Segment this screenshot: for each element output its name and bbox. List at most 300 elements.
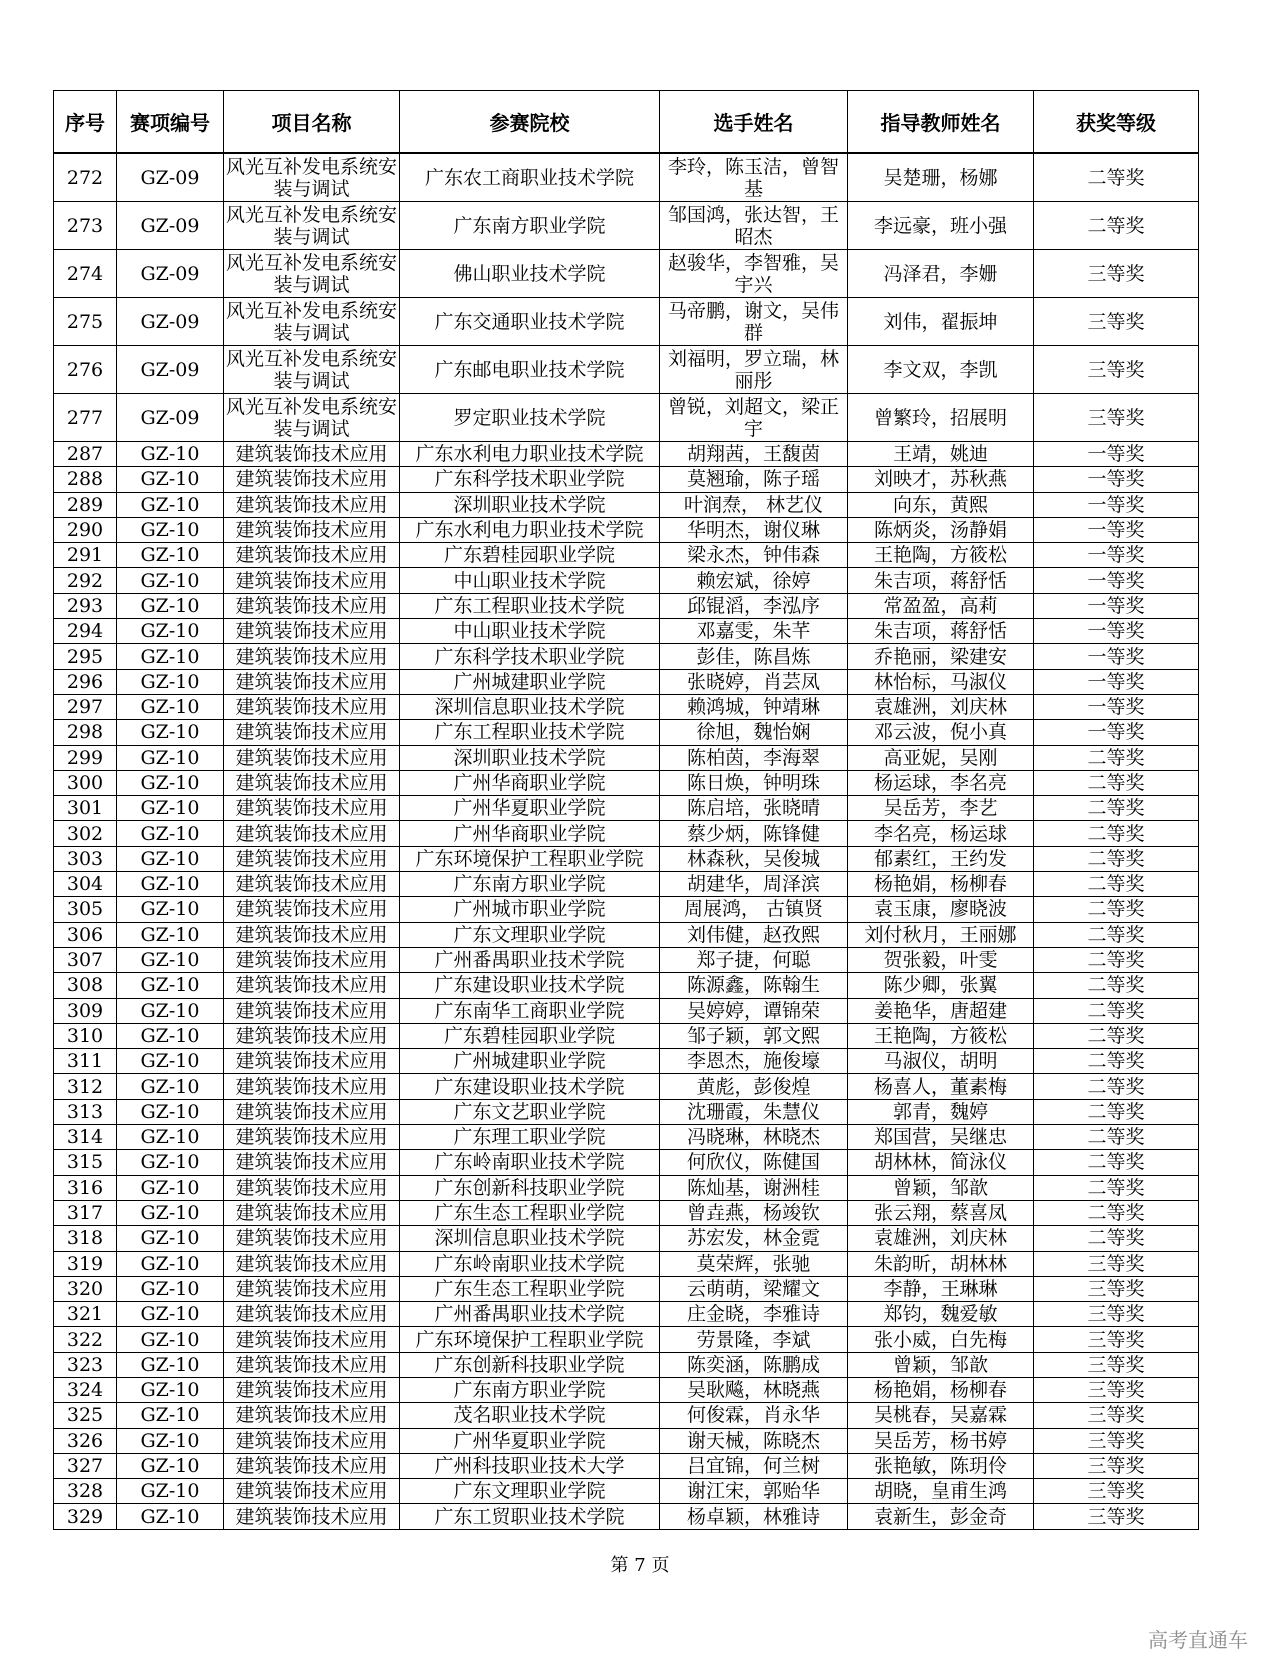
cell-school: 广东环境保护工程职业学院 bbox=[400, 1327, 660, 1352]
table-row bbox=[54, 1251, 1199, 1276]
cell-contestants: 杨卓颖，林雅诗 bbox=[660, 1504, 848, 1529]
cell-index: 307 bbox=[54, 947, 117, 972]
cell-event-code: GZ-10 bbox=[117, 846, 224, 871]
table-row bbox=[54, 394, 1199, 442]
table-header-row bbox=[54, 91, 1199, 154]
table-row bbox=[54, 1403, 1199, 1428]
cell-contestants: 刘伟健，赵孜熙 bbox=[660, 922, 848, 947]
cell-index: 294 bbox=[54, 619, 117, 644]
cell-index: 293 bbox=[54, 593, 117, 618]
table-row bbox=[54, 1428, 1199, 1453]
table-row bbox=[54, 947, 1199, 972]
cell-index: 295 bbox=[54, 644, 117, 669]
header-event-code: 赛项编号 bbox=[117, 91, 224, 154]
cell-event-code: GZ-10 bbox=[117, 770, 224, 795]
cell-index: 292 bbox=[54, 568, 117, 593]
table-row bbox=[54, 153, 1199, 202]
cell-event-code: GZ-09 bbox=[117, 298, 224, 346]
cell-project-name: 建筑装饰技术应用 bbox=[224, 1453, 400, 1478]
cell-project-name: 建筑装饰技术应用 bbox=[224, 442, 400, 467]
cell-instructors: 张艳敏，陈玥伶 bbox=[848, 1453, 1034, 1478]
cell-project-name: 建筑装饰技术应用 bbox=[224, 543, 400, 568]
cell-project-name: 建筑装饰技术应用 bbox=[224, 1352, 400, 1377]
cell-school: 广州城市职业学院 bbox=[400, 897, 660, 922]
cell-contestants: 莫翘瑜，陈子瑶 bbox=[660, 467, 848, 492]
cell-instructors: 林怡标，马淑仪 bbox=[848, 669, 1034, 694]
cell-project-name: 建筑装饰技术应用 bbox=[224, 1150, 400, 1175]
cell-contestants: 张晓婷，肖芸凤 bbox=[660, 669, 848, 694]
award-table bbox=[53, 90, 1199, 1530]
cell-award-level: 二等奖 bbox=[1034, 796, 1199, 821]
table-row bbox=[54, 543, 1199, 568]
table-row bbox=[54, 593, 1199, 618]
table-row bbox=[54, 770, 1199, 795]
cell-school: 广州城建职业学院 bbox=[400, 1049, 660, 1074]
cell-contestants: 蔡少炳，陈锋健 bbox=[660, 821, 848, 846]
cell-instructors: 郁素红，王约发 bbox=[848, 846, 1034, 871]
cell-instructors: 朱吉项，蒋舒恬 bbox=[848, 619, 1034, 644]
cell-school: 茂名职业技术学院 bbox=[400, 1403, 660, 1428]
cell-project-name: 建筑装饰技术应用 bbox=[224, 1504, 400, 1529]
cell-award-level: 二等奖 bbox=[1034, 1226, 1199, 1251]
cell-instructors: 张小威，白先梅 bbox=[848, 1327, 1034, 1352]
cell-award-level: 三等奖 bbox=[1034, 1453, 1199, 1478]
cell-instructors: 吴岳芳，杨书婷 bbox=[848, 1428, 1034, 1453]
cell-instructors: 贺张毅，叶雯 bbox=[848, 947, 1034, 972]
cell-index: 273 bbox=[54, 202, 117, 250]
cell-project-name: 建筑装饰技术应用 bbox=[224, 1049, 400, 1074]
cell-award-level: 二等奖 bbox=[1034, 1049, 1199, 1074]
cell-project-name: 建筑装饰技术应用 bbox=[224, 1226, 400, 1251]
cell-contestants: 陈日焕，钟明珠 bbox=[660, 770, 848, 795]
table-row bbox=[54, 250, 1199, 298]
table-row bbox=[54, 1504, 1199, 1529]
cell-index: 289 bbox=[54, 492, 117, 517]
cell-project-name: 建筑装饰技术应用 bbox=[224, 568, 400, 593]
cell-instructors: 王艳陶，方筱松 bbox=[848, 1023, 1034, 1048]
cell-contestants: 胡建华，周泽滨 bbox=[660, 872, 848, 897]
cell-instructors: 杨运球，李名亮 bbox=[848, 770, 1034, 795]
cell-event-code: GZ-10 bbox=[117, 1428, 224, 1453]
cell-award-level: 二等奖 bbox=[1034, 1074, 1199, 1099]
table-row bbox=[54, 745, 1199, 770]
cell-award-level: 二等奖 bbox=[1034, 745, 1199, 770]
cell-event-code: GZ-09 bbox=[117, 394, 224, 442]
cell-index: 306 bbox=[54, 922, 117, 947]
cell-instructors: 李远豪，班小强 bbox=[848, 202, 1034, 250]
cell-contestants: 陈奕涵，陈鹏成 bbox=[660, 1352, 848, 1377]
table-row bbox=[54, 846, 1199, 871]
cell-index: 304 bbox=[54, 872, 117, 897]
cell-instructors: 吴桃春，吴嘉霖 bbox=[848, 1403, 1034, 1428]
cell-school: 广东文理职业学院 bbox=[400, 922, 660, 947]
table-row bbox=[54, 973, 1199, 998]
cell-event-code: GZ-10 bbox=[117, 1074, 224, 1099]
cell-event-code: GZ-10 bbox=[117, 922, 224, 947]
cell-instructors: 陈炳炎，汤静娟 bbox=[848, 517, 1034, 542]
cell-project-name: 建筑装饰技术应用 bbox=[224, 1403, 400, 1428]
cell-project-name: 建筑装饰技术应用 bbox=[224, 619, 400, 644]
cell-contestants: 云萌萌，梁耀文 bbox=[660, 1276, 848, 1301]
cell-instructors: 曾颖，邹歆 bbox=[848, 1352, 1034, 1377]
cell-contestants: 陈启培，张晓晴 bbox=[660, 796, 848, 821]
cell-event-code: GZ-10 bbox=[117, 467, 224, 492]
cell-project-name: 建筑装饰技术应用 bbox=[224, 1099, 400, 1124]
cell-event-code: GZ-10 bbox=[117, 1479, 224, 1504]
cell-award-level: 二等奖 bbox=[1034, 1200, 1199, 1225]
cell-event-code: GZ-10 bbox=[117, 1150, 224, 1175]
cell-project-name: 建筑装饰技术应用 bbox=[224, 1327, 400, 1352]
cell-award-level: 一等奖 bbox=[1034, 568, 1199, 593]
cell-contestants: 庄金晓，李雅诗 bbox=[660, 1302, 848, 1327]
cell-instructors: 袁玉康，廖晓波 bbox=[848, 897, 1034, 922]
cell-event-code: GZ-10 bbox=[117, 872, 224, 897]
cell-event-code: GZ-10 bbox=[117, 1200, 224, 1225]
table-row bbox=[54, 298, 1199, 346]
cell-index: 322 bbox=[54, 1327, 117, 1352]
cell-award-level: 一等奖 bbox=[1034, 694, 1199, 719]
cell-contestants: 陈源鑫，陈翰生 bbox=[660, 973, 848, 998]
cell-contestants: 苏宏发，林金霓 bbox=[660, 1226, 848, 1251]
table-row bbox=[54, 1200, 1199, 1225]
cell-contestants: 陈灿基，谢洲桂 bbox=[660, 1175, 848, 1200]
table-row bbox=[54, 1453, 1199, 1478]
cell-event-code: GZ-10 bbox=[117, 694, 224, 719]
cell-school: 广东水利电力职业技术学院 bbox=[400, 517, 660, 542]
cell-event-code: GZ-10 bbox=[117, 1504, 224, 1529]
cell-event-code: GZ-10 bbox=[117, 619, 224, 644]
cell-instructors: 朱韵昕，胡林林 bbox=[848, 1251, 1034, 1276]
cell-school: 广东生态工程职业学院 bbox=[400, 1200, 660, 1225]
cell-award-level: 一等奖 bbox=[1034, 517, 1199, 542]
cell-project-name: 建筑装饰技术应用 bbox=[224, 467, 400, 492]
cell-contestants: 曾锐，刘超文，梁正宇 bbox=[660, 394, 848, 442]
cell-award-level: 二等奖 bbox=[1034, 1099, 1199, 1124]
cell-instructors: 王艳陶，方筱松 bbox=[848, 543, 1034, 568]
cell-index: 300 bbox=[54, 770, 117, 795]
cell-contestants: 郑子捷，何聪 bbox=[660, 947, 848, 972]
cell-project-name: 建筑装饰技术应用 bbox=[224, 492, 400, 517]
header-index: 序号 bbox=[54, 91, 117, 154]
cell-award-level: 一等奖 bbox=[1034, 669, 1199, 694]
cell-school: 深圳职业技术学院 bbox=[400, 492, 660, 517]
cell-index: 290 bbox=[54, 517, 117, 542]
cell-index: 310 bbox=[54, 1023, 117, 1048]
table-row bbox=[54, 1377, 1199, 1402]
cell-contestants: 刘福明，罗立瑞，林丽彤 bbox=[660, 346, 848, 394]
cell-instructors: 高亚妮，吴刚 bbox=[848, 745, 1034, 770]
cell-event-code: GZ-10 bbox=[117, 745, 224, 770]
cell-project-name: 风光互补发电系统安装与调试 bbox=[224, 298, 400, 346]
cell-instructors: 郑国营，吴继忠 bbox=[848, 1125, 1034, 1150]
table-row bbox=[54, 821, 1199, 846]
cell-event-code: GZ-10 bbox=[117, 1352, 224, 1377]
table-row bbox=[54, 346, 1199, 394]
cell-instructors: 邓云波，倪小真 bbox=[848, 720, 1034, 745]
cell-event-code: GZ-10 bbox=[117, 1453, 224, 1478]
cell-project-name: 建筑装饰技术应用 bbox=[224, 1251, 400, 1276]
cell-index: 325 bbox=[54, 1403, 117, 1428]
cell-index: 317 bbox=[54, 1200, 117, 1225]
cell-school: 佛山职业技术学院 bbox=[400, 250, 660, 298]
cell-school: 广东环境保护工程职业学院 bbox=[400, 846, 660, 871]
cell-award-level: 三等奖 bbox=[1034, 1377, 1199, 1402]
cell-instructors: 李名亮，杨运球 bbox=[848, 821, 1034, 846]
cell-award-level: 三等奖 bbox=[1034, 346, 1199, 394]
table-row bbox=[54, 1479, 1199, 1504]
cell-contestants: 赖鸿城，钟靖琳 bbox=[660, 694, 848, 719]
cell-school: 广东南华工商职业学院 bbox=[400, 998, 660, 1023]
cell-award-level: 三等奖 bbox=[1034, 298, 1199, 346]
cell-award-level: 二等奖 bbox=[1034, 998, 1199, 1023]
cell-contestants: 劳景隆，李斌 bbox=[660, 1327, 848, 1352]
cell-award-level: 三等奖 bbox=[1034, 1352, 1199, 1377]
cell-contestants: 吴婷婷，谭锦荣 bbox=[660, 998, 848, 1023]
cell-project-name: 建筑装饰技术应用 bbox=[224, 745, 400, 770]
cell-project-name: 建筑装饰技术应用 bbox=[224, 1428, 400, 1453]
cell-project-name: 建筑装饰技术应用 bbox=[224, 796, 400, 821]
cell-school: 广东建设职业技术学院 bbox=[400, 973, 660, 998]
cell-school: 广州城建职业学院 bbox=[400, 669, 660, 694]
cell-project-name: 风光互补发电系统安装与调试 bbox=[224, 153, 400, 202]
cell-instructors: 袁雄洲，刘庆林 bbox=[848, 694, 1034, 719]
cell-project-name: 建筑装饰技术应用 bbox=[224, 1200, 400, 1225]
cell-project-name: 建筑装饰技术应用 bbox=[224, 1175, 400, 1200]
cell-contestants: 莫荣辉，张驰 bbox=[660, 1251, 848, 1276]
cell-index: 315 bbox=[54, 1150, 117, 1175]
cell-instructors: 郑钧，魏爱敏 bbox=[848, 1302, 1034, 1327]
cell-award-level: 三等奖 bbox=[1034, 1504, 1199, 1529]
cell-school: 广州华商职业学院 bbox=[400, 770, 660, 795]
cell-index: 296 bbox=[54, 669, 117, 694]
cell-award-level: 二等奖 bbox=[1034, 1125, 1199, 1150]
table-row bbox=[54, 1327, 1199, 1352]
cell-index: 299 bbox=[54, 745, 117, 770]
header-instructors: 指导教师姓名 bbox=[848, 91, 1034, 154]
cell-event-code: GZ-09 bbox=[117, 202, 224, 250]
cell-event-code: GZ-10 bbox=[117, 1099, 224, 1124]
table-row bbox=[54, 202, 1199, 250]
cell-school: 广东邮电职业技术学院 bbox=[400, 346, 660, 394]
cell-event-code: GZ-10 bbox=[117, 1251, 224, 1276]
cell-project-name: 风光互补发电系统安装与调试 bbox=[224, 394, 400, 442]
cell-school: 广东生态工程职业学院 bbox=[400, 1276, 660, 1301]
cell-award-level: 二等奖 bbox=[1034, 1175, 1199, 1200]
table-row bbox=[54, 1352, 1199, 1377]
cell-instructors: 常盈盈，高莉 bbox=[848, 593, 1034, 618]
cell-contestants: 胡翔茜，王馥茵 bbox=[660, 442, 848, 467]
cell-index: 305 bbox=[54, 897, 117, 922]
cell-contestants: 赖宏斌，徐婷 bbox=[660, 568, 848, 593]
cell-instructors: 刘伟，翟振坤 bbox=[848, 298, 1034, 346]
cell-award-level: 一等奖 bbox=[1034, 492, 1199, 517]
cell-index: 324 bbox=[54, 1377, 117, 1402]
table-row bbox=[54, 872, 1199, 897]
cell-event-code: GZ-10 bbox=[117, 1403, 224, 1428]
cell-event-code: GZ-10 bbox=[117, 1327, 224, 1352]
cell-project-name: 建筑装饰技术应用 bbox=[224, 1125, 400, 1150]
cell-project-name: 建筑装饰技术应用 bbox=[224, 517, 400, 542]
cell-index: 275 bbox=[54, 298, 117, 346]
cell-school: 广东科学技术职业学院 bbox=[400, 467, 660, 492]
cell-instructors: 袁新生，彭金奇 bbox=[848, 1504, 1034, 1529]
cell-school: 广州科技职业技术大学 bbox=[400, 1453, 660, 1478]
cell-event-code: GZ-10 bbox=[117, 568, 224, 593]
cell-index: 311 bbox=[54, 1049, 117, 1074]
cell-event-code: GZ-10 bbox=[117, 821, 224, 846]
cell-contestants: 李恩杰，施俊壕 bbox=[660, 1049, 848, 1074]
header-project-name: 项目名称 bbox=[224, 91, 400, 154]
cell-instructors: 刘付秋月，王丽娜 bbox=[848, 922, 1034, 947]
cell-instructors: 陈少卿，张翼 bbox=[848, 973, 1034, 998]
cell-instructors: 冯泽君，李姗 bbox=[848, 250, 1034, 298]
cell-school: 广东碧桂园职业学院 bbox=[400, 543, 660, 568]
cell-contestants: 谢天械，陈晓杰 bbox=[660, 1428, 848, 1453]
cell-instructors: 马淑仪，胡明 bbox=[848, 1049, 1034, 1074]
cell-index: 298 bbox=[54, 720, 117, 745]
cell-instructors: 吴岳芳，李艺 bbox=[848, 796, 1034, 821]
page-number: 第 7 页 bbox=[610, 1555, 670, 1576]
cell-project-name: 风光互补发电系统安装与调试 bbox=[224, 250, 400, 298]
cell-contestants: 冯晓琳，林晓杰 bbox=[660, 1125, 848, 1150]
cell-award-level: 三等奖 bbox=[1034, 1302, 1199, 1327]
cell-award-level: 一等奖 bbox=[1034, 467, 1199, 492]
cell-index: 288 bbox=[54, 467, 117, 492]
cell-school: 广东工程职业技术学院 bbox=[400, 720, 660, 745]
cell-project-name: 建筑装饰技术应用 bbox=[224, 1074, 400, 1099]
cell-school: 广州番禺职业技术学院 bbox=[400, 947, 660, 972]
cell-award-level: 二等奖 bbox=[1034, 153, 1199, 202]
cell-project-name: 建筑装饰技术应用 bbox=[224, 998, 400, 1023]
cell-event-code: GZ-10 bbox=[117, 1276, 224, 1301]
cell-project-name: 建筑装饰技术应用 bbox=[224, 846, 400, 871]
cell-project-name: 建筑装饰技术应用 bbox=[224, 694, 400, 719]
cell-school: 广东建设职业技术学院 bbox=[400, 1074, 660, 1099]
cell-index: 303 bbox=[54, 846, 117, 871]
cell-contestants: 何俊霖，肖永华 bbox=[660, 1403, 848, 1428]
cell-school: 广东水利电力职业技术学院 bbox=[400, 442, 660, 467]
cell-contestants: 曾垚燕，杨竣钦 bbox=[660, 1200, 848, 1225]
cell-project-name: 风光互补发电系统安装与调试 bbox=[224, 346, 400, 394]
cell-index: 287 bbox=[54, 442, 117, 467]
cell-instructors: 曾颖，邹歆 bbox=[848, 1175, 1034, 1200]
cell-award-level: 三等奖 bbox=[1034, 1251, 1199, 1276]
cell-index: 309 bbox=[54, 998, 117, 1023]
cell-award-level: 三等奖 bbox=[1034, 1428, 1199, 1453]
cell-contestants: 邓嘉雯，朱芊 bbox=[660, 619, 848, 644]
cell-award-level: 三等奖 bbox=[1034, 1479, 1199, 1504]
cell-school: 中山职业技术学院 bbox=[400, 619, 660, 644]
cell-project-name: 建筑装饰技术应用 bbox=[224, 1302, 400, 1327]
cell-contestants: 赵骏华，李智雅，吴宇兴 bbox=[660, 250, 848, 298]
header-contestants: 选手姓名 bbox=[660, 91, 848, 154]
cell-project-name: 建筑装饰技术应用 bbox=[224, 872, 400, 897]
table-row bbox=[54, 998, 1199, 1023]
cell-award-level: 二等奖 bbox=[1034, 202, 1199, 250]
table-row bbox=[54, 1276, 1199, 1301]
cell-school: 广东农工商职业技术学院 bbox=[400, 153, 660, 202]
cell-index: 316 bbox=[54, 1175, 117, 1200]
cell-instructors: 杨喜人，董素梅 bbox=[848, 1074, 1034, 1099]
cell-project-name: 风光互补发电系统安装与调试 bbox=[224, 202, 400, 250]
cell-index: 321 bbox=[54, 1302, 117, 1327]
cell-instructors: 李文双，李凯 bbox=[848, 346, 1034, 394]
cell-event-code: GZ-10 bbox=[117, 1175, 224, 1200]
cell-project-name: 建筑装饰技术应用 bbox=[224, 1023, 400, 1048]
cell-contestants: 黄彪，彭俊煌 bbox=[660, 1074, 848, 1099]
cell-event-code: GZ-09 bbox=[117, 250, 224, 298]
cell-event-code: GZ-10 bbox=[117, 543, 224, 568]
cell-school: 广州华夏职业学院 bbox=[400, 1428, 660, 1453]
cell-contestants: 邱锟滔，李泓序 bbox=[660, 593, 848, 618]
table-row bbox=[54, 1150, 1199, 1175]
table-row bbox=[54, 669, 1199, 694]
cell-instructors: 胡林林，简泳仪 bbox=[848, 1150, 1034, 1175]
cell-project-name: 建筑装饰技术应用 bbox=[224, 947, 400, 972]
cell-instructors: 刘映才，苏秋燕 bbox=[848, 467, 1034, 492]
cell-event-code: GZ-10 bbox=[117, 973, 224, 998]
cell-school: 广东岭南职业技术学院 bbox=[400, 1150, 660, 1175]
cell-instructors: 杨艳娟，杨柳春 bbox=[848, 872, 1034, 897]
cell-award-level: 一等奖 bbox=[1034, 543, 1199, 568]
cell-event-code: GZ-10 bbox=[117, 897, 224, 922]
table-row bbox=[54, 1226, 1199, 1251]
table-row bbox=[54, 644, 1199, 669]
cell-instructors: 袁雄洲，刘庆林 bbox=[848, 1226, 1034, 1251]
cell-school: 广州华夏职业学院 bbox=[400, 796, 660, 821]
cell-school: 深圳信息职业技术学院 bbox=[400, 1226, 660, 1251]
cell-award-level: 二等奖 bbox=[1034, 770, 1199, 795]
table-row bbox=[54, 619, 1199, 644]
cell-instructors: 曾繁玲，招展明 bbox=[848, 394, 1034, 442]
table-row bbox=[54, 467, 1199, 492]
cell-event-code: GZ-10 bbox=[117, 1049, 224, 1074]
cell-event-code: GZ-10 bbox=[117, 644, 224, 669]
cell-award-level: 二等奖 bbox=[1034, 897, 1199, 922]
cell-contestants: 林森秋，吴俊城 bbox=[660, 846, 848, 871]
table-row bbox=[54, 694, 1199, 719]
cell-contestants: 何欣仪，陈健国 bbox=[660, 1150, 848, 1175]
cell-instructors: 吴楚珊，杨娜 bbox=[848, 153, 1034, 202]
cell-school: 广东理工职业学院 bbox=[400, 1125, 660, 1150]
cell-school: 广东创新科技职业学院 bbox=[400, 1175, 660, 1200]
cell-instructors: 乔艳丽，梁建安 bbox=[848, 644, 1034, 669]
table-row bbox=[54, 1074, 1199, 1099]
table-row bbox=[54, 1175, 1199, 1200]
table-row bbox=[54, 1023, 1199, 1048]
cell-contestants: 吴耿飚，林晓燕 bbox=[660, 1377, 848, 1402]
cell-school: 广东碧桂园职业学院 bbox=[400, 1023, 660, 1048]
cell-contestants: 周展鸿， 古镇贤 bbox=[660, 897, 848, 922]
table-row bbox=[54, 1099, 1199, 1124]
cell-contestants: 邹子颖，郭文熙 bbox=[660, 1023, 848, 1048]
cell-school: 广东工程职业技术学院 bbox=[400, 593, 660, 618]
cell-index: 320 bbox=[54, 1276, 117, 1301]
cell-project-name: 建筑装饰技术应用 bbox=[224, 720, 400, 745]
cell-instructors: 向东，黄熙 bbox=[848, 492, 1034, 517]
cell-award-level: 一等奖 bbox=[1034, 593, 1199, 618]
cell-contestants: 沈珊霞，朱慧仪 bbox=[660, 1099, 848, 1124]
table-row bbox=[54, 568, 1199, 593]
cell-index: 326 bbox=[54, 1428, 117, 1453]
cell-award-level: 一等奖 bbox=[1034, 644, 1199, 669]
table-row bbox=[54, 922, 1199, 947]
cell-event-code: GZ-10 bbox=[117, 1302, 224, 1327]
cell-project-name: 建筑装饰技术应用 bbox=[224, 1479, 400, 1504]
cell-event-code: GZ-09 bbox=[117, 153, 224, 202]
cell-event-code: GZ-10 bbox=[117, 1377, 224, 1402]
cell-school: 广东科学技术职业学院 bbox=[400, 644, 660, 669]
